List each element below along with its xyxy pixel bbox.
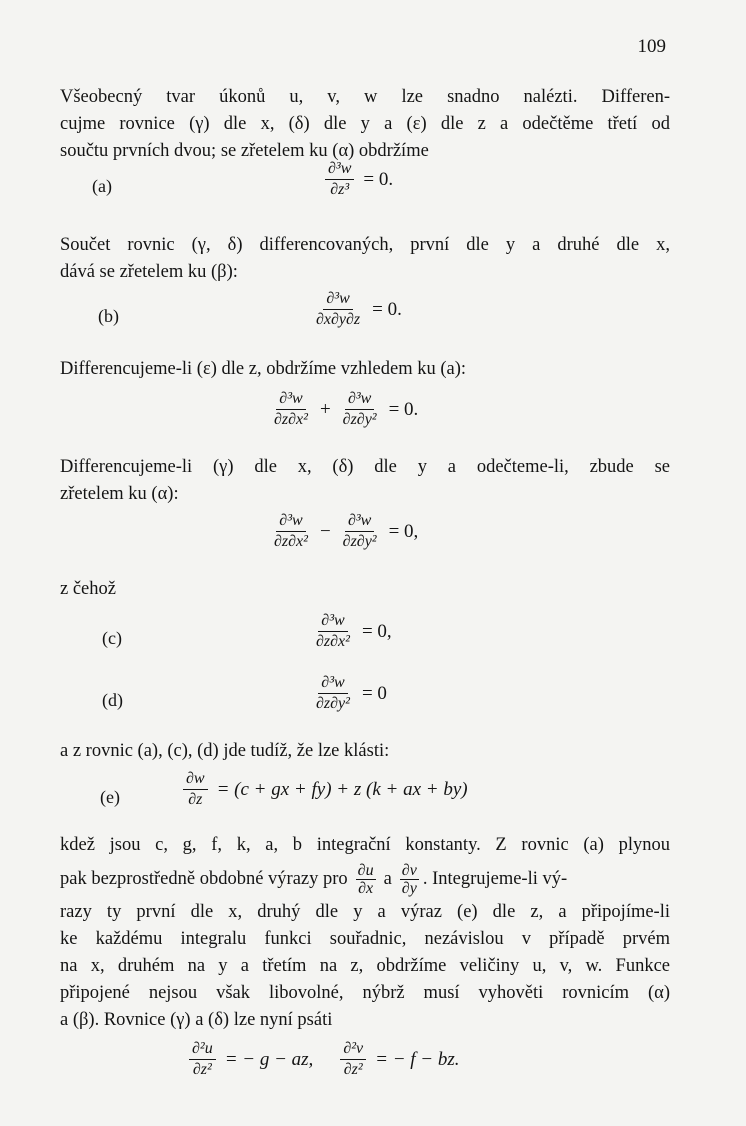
equation-rhs: = 0. [388, 398, 419, 420]
equation-a [322, 160, 399, 199]
text-line: zřetelem ku (α): [60, 484, 179, 504]
page-number: 109 [637, 36, 666, 57]
text-line: dává se zřetelem ku (β): [60, 262, 238, 282]
numerator: ∂³w [318, 674, 347, 694]
denominator: ∂y [401, 879, 417, 897]
denominator: ∂z∂y² [342, 533, 377, 550]
denominator: ∂x∂y∂z [316, 311, 361, 328]
fraction [340, 390, 380, 429]
text-line: připojené nejsou však libovolné, nýbrž musí vyhověti rovnicím (α) [60, 983, 670, 1003]
paragraph-3 [60, 356, 670, 383]
fraction [325, 160, 354, 199]
numerator: ∂³w [276, 390, 305, 410]
inline-fraction [356, 862, 376, 897]
numerator: ∂²u [189, 1040, 216, 1060]
denominator: ∂z² [343, 1061, 363, 1078]
equation-label-a: (a) [92, 176, 112, 196]
text-line: z čehož [60, 579, 116, 599]
denominator: ∂z∂y² [342, 411, 377, 428]
text-line: Všeobecný tvar úkonů u, v, w lze snadno nalézti. Differen- [60, 87, 670, 107]
fraction [313, 612, 353, 651]
fraction [271, 390, 311, 429]
denominator: ∂z [188, 791, 203, 808]
fraction [340, 1040, 366, 1079]
numerator: ∂³w [325, 160, 354, 180]
equation-label-b: (b) [98, 306, 119, 326]
equation-sum [268, 390, 424, 429]
numerator: ∂w [183, 770, 208, 790]
text-segment: a [383, 868, 392, 889]
denominator: ∂z² [192, 1061, 212, 1078]
text-line: ke každému integralu funkci souřadnic, nezávislou v případě prvém [60, 929, 670, 949]
text-line: na x, druhém na y a třetím na z, obdržíme veličiny u, v, w. Funkce [60, 956, 670, 976]
numerator: ∂³w [276, 512, 305, 532]
equation-rhs: = 0. [372, 298, 402, 320]
paragraph-6 [60, 738, 670, 765]
equation-d [310, 674, 393, 713]
paragraph-1 [60, 84, 670, 165]
equation-c [310, 612, 398, 651]
text-line: součtu prvních dvou; se zřetelem ku (α) obdržíme [60, 141, 429, 161]
numerator: ∂²v [340, 1040, 366, 1060]
text-line: Součet rovnic (γ, δ) differencovaných, první dle y a druhé dle x, [60, 235, 670, 255]
denominator: ∂z∂x² [274, 411, 308, 428]
text-line: a (β). Rovnice (γ) a (δ) lze nyní psáti [60, 1010, 333, 1030]
operator: − [319, 520, 331, 542]
numerator: ∂³w [323, 290, 352, 310]
numerator: ∂³w [345, 390, 374, 410]
text-line: a z rovnic (a), (c), (d) jde tudíž, že lze klásti: [60, 741, 390, 761]
equation-rhs: = − f − bz. [375, 1048, 460, 1070]
operator: + [319, 398, 331, 420]
equation-label-c: (c) [102, 628, 122, 648]
text-segment: pak bezprostředně obdobné výrazy pro [60, 868, 348, 889]
text-line-with-fractions [60, 859, 670, 899]
denominator: ∂z∂y² [316, 695, 350, 712]
text-line: cujme rovnice (γ) dle x, (δ) dle y a (ε) dle z a odečtěme třetí od [60, 114, 670, 134]
fraction [183, 770, 208, 809]
equation-label-e: (e) [100, 787, 120, 807]
paragraph-5 [60, 576, 670, 603]
equation-rhs: = 0 [361, 682, 387, 704]
equation-rhs: = 0. [363, 168, 394, 190]
denominator: ∂x [358, 879, 374, 897]
equation-b [310, 290, 408, 329]
text-line: kdež jsou c, g, f, k, a, b integrační konstanty. Z rovnic (a) plynou [60, 835, 670, 855]
numerator: ∂³w [345, 512, 374, 532]
equation-rhs: = (c + gx + fy) + z (k + ax + by) [216, 778, 468, 800]
paragraph-7 [60, 832, 670, 1034]
text-line: Differencujeme-li (γ) dle x, (δ) dle y a odečteme-li, zbude se [60, 457, 670, 477]
numerator: ∂u [357, 861, 374, 879]
equation-final [186, 1040, 466, 1079]
fraction [340, 512, 380, 551]
text-line: razy ty první dle x, druhý dle y a výraz (e) dle z, a připojíme-li [60, 902, 670, 922]
equation-e [180, 770, 474, 809]
paragraph-2 [60, 232, 670, 286]
fraction [313, 290, 363, 329]
fraction [313, 674, 353, 713]
fraction [271, 512, 311, 551]
denominator: ∂z∂x² [274, 533, 308, 550]
fraction [189, 1040, 216, 1079]
numerator: ∂³w [318, 612, 347, 632]
text-segment: . Integrujeme-li vý- [422, 868, 568, 889]
inline-fraction [400, 862, 419, 897]
denominator: ∂z³ [330, 181, 350, 198]
text-line: Differencujeme-li (ε) dle z, obdržíme vzhledem ku (a): [60, 359, 467, 379]
numerator: ∂v [401, 861, 417, 879]
equation-label-d: (d) [102, 690, 123, 710]
equation-rhs: = 0, [361, 620, 392, 642]
denominator: ∂z∂x² [316, 633, 350, 650]
equation-difference [268, 512, 424, 551]
paragraph-4 [60, 454, 670, 508]
equation-rhs: = 0, [388, 520, 419, 542]
equation-rhs: = − g − az, [224, 1048, 314, 1070]
